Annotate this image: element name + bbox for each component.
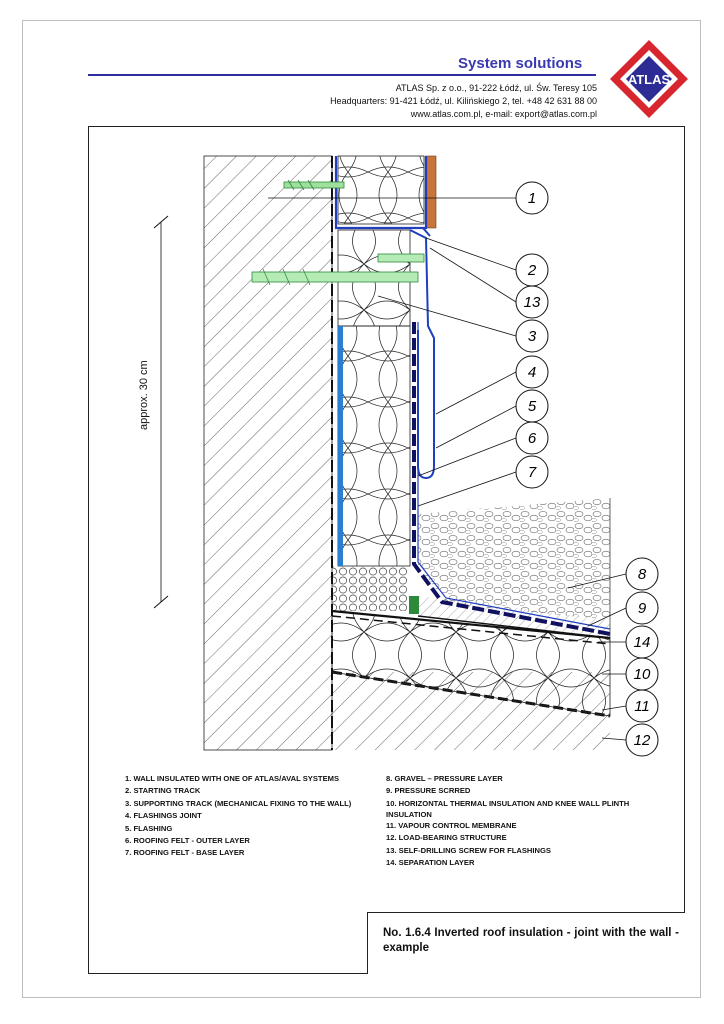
legend-item: 7. ROOFING FELT - BASE LAYER [125,848,245,858]
callout-4 [516,356,548,388]
callout-13 [516,286,548,318]
load-bearing-wall [204,156,332,750]
dimension-label: approx. 30 cm [138,360,150,430]
legend-item: 14. SEPARATION LAYER [386,858,475,868]
callout-6 [516,422,548,454]
atlas-logo [608,38,690,120]
callout-14-label: 14 [633,634,651,651]
header-rule [88,74,596,76]
legend-item: 9. PRESSURE SCRRED [386,786,471,796]
callout-9 [626,592,658,624]
legend-item: 11. VAPOUR CONTROL MEMBRANE [386,820,517,830]
callout-6-label: 6 [527,430,537,447]
callout-5 [516,390,548,422]
legend-item: 13. SELF-DRILLING SCREW FOR FLASHINGS [386,845,551,855]
callout-10-label: 10 [633,666,651,683]
callout-2 [516,254,548,286]
callout-1 [516,182,548,214]
legend-right [386,773,656,869]
callout-12 [626,724,658,756]
callout-2-label: 2 [527,262,537,279]
callout-7-label: 7 [527,464,537,481]
callout-8-label: 8 [637,566,647,583]
legend-item: 4. FLASHINGS JOINT [125,811,202,821]
callout-14 [626,626,658,658]
legend-item: 6. ROOFING FELT - OUTER LAYER [125,836,250,846]
legend-left [125,773,351,860]
legend-item: 10. HORIZONTAL THERMAL INSULATION AND KNEE WALL PLINTH INSULATION [386,798,630,819]
legend-item: 12. LOAD-BEARING STRUCTURE [386,833,507,843]
callout-4-label: 4 [527,364,537,381]
callout-9-label: 9 [637,600,647,617]
header-title: System solutions [458,55,583,72]
drawing-title: No. 1.6.4 Inverted roof insulation - joint with the wall - example [383,927,679,954]
legend-item: 5. FLASHING [125,823,173,833]
address-line-1: ATLAS Sp. z o.o., 91-222 Łódź, ul. Św. Teresy 105 [395,83,597,93]
callout-7 [516,456,548,488]
callout-8 [626,558,658,590]
facade-render [426,156,436,228]
callout-13-label: 13 [523,294,541,311]
fillet-block [409,596,419,614]
callout-3-label: 3 [527,328,537,345]
callout-11 [626,690,658,722]
vertical-insulation-upper [338,156,424,224]
callout-3 [516,320,548,352]
legend-item: 8. GRAVEL – PRESSURE LAYER [386,774,503,783]
render-layer [338,326,343,566]
legend-item: 3. SUPPORTING TRACK (MECHANICAL FIXING TO THE WALL) [125,798,352,808]
callout-11-label: 11 [634,698,650,715]
callout-12-label: 12 [633,732,651,749]
callout-5-label: 5 [527,398,537,415]
legend-item: 2. STARTING TRACK [125,786,201,796]
callout-1-label: 1 [527,190,537,207]
callout-10 [626,658,658,690]
logo-text: ATLAS [627,72,671,87]
vertical-insulation-lower [338,326,410,566]
address-line-2: Headquarters: 91-421 Łódź, ul. Kilińskiego 2, tel. +48 42 631 88 00 [330,96,597,106]
address-line-3: www.atlas.com.pl, e-mail: export@atlas.com.pl [410,109,597,119]
legend-item: 1. WALL INSULATED WITH ONE OF ATLAS/AVAL SYSTEMS [125,774,340,783]
section-drawing [88,126,685,766]
plinth-fill [332,566,408,611]
